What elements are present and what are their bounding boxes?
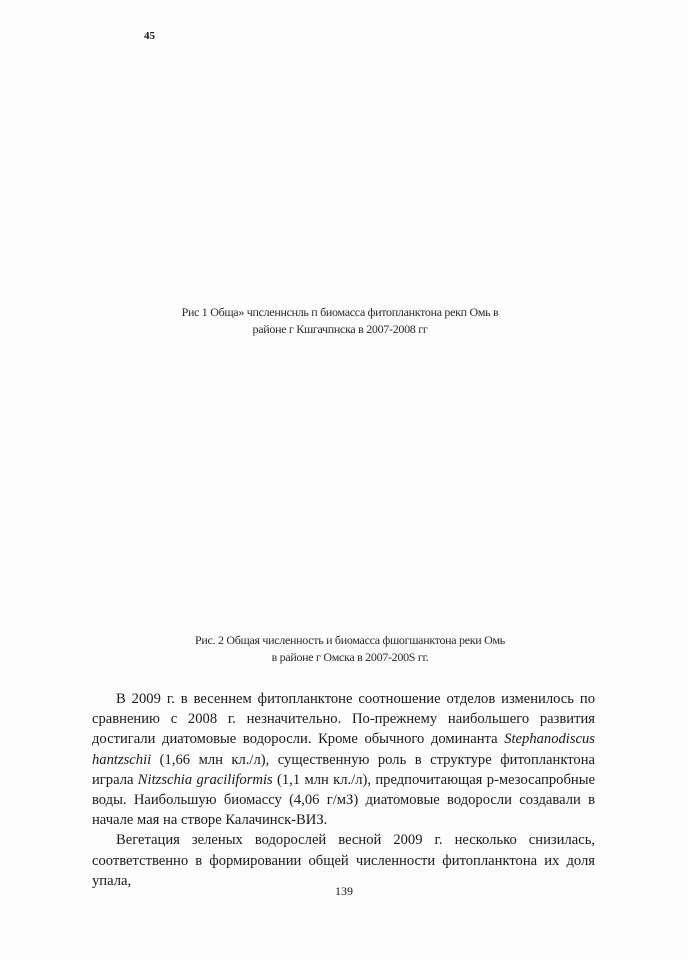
figure-1-caption (150, 304, 530, 338)
paragraph-1-segment-1: В 2009 г. в весеннем фитопланктоне соотношение отделов изменилось по сравнению с 2008 г. незначительно. По-прежнему наибольшего развития достигали диатомовые водоросли. Кроме обычного доминанта (92, 691, 595, 748)
page-number: 139 (335, 884, 353, 898)
paragraph-2: Вегетация зеленых водорослей весной 2009 г. несколько снизилась, соответственно в формировании общей численности фитопланктона их доля упала, (92, 832, 595, 889)
figure-2-caption-line-1: Рис. 2 Общая численность и биомасса фшогшанктона реки Омь (195, 633, 505, 647)
header-number: 45 (144, 30, 155, 42)
figure-2-caption (150, 632, 550, 666)
paragraph-1-segment-2: (1,66 млн кл./л), существенную роль в структуре фитопланктона играла (92, 751, 595, 788)
species-name-stephanodiscus: Stephanodiscus hantzschii (92, 731, 595, 768)
figure-2-caption-line-2: в районе г Омска в 2007-200S гг. (271, 650, 429, 664)
paragraph-1 (92, 689, 595, 830)
figure-1-caption-line-2: районе г Кшгачпнска в 2007-2008 гг (252, 322, 428, 336)
species-name-nitzschia: Nitzschia graciliformis (137, 771, 273, 788)
paragraph-1-segment-3: (1,1 млн кл./л), предпочитающая р-мезосапробные воды. Наибольшую биомассу (4,06 г/мЗ) диатомовые водоросли создавали в начале мая на створе Калачинск-ВИЗ. (92, 771, 595, 829)
body-text (92, 689, 595, 891)
figure-1-caption-line-1: Рис 1 Обща» чпсленнснль п биомасса фитопланктона рекп Омь в (181, 305, 499, 319)
